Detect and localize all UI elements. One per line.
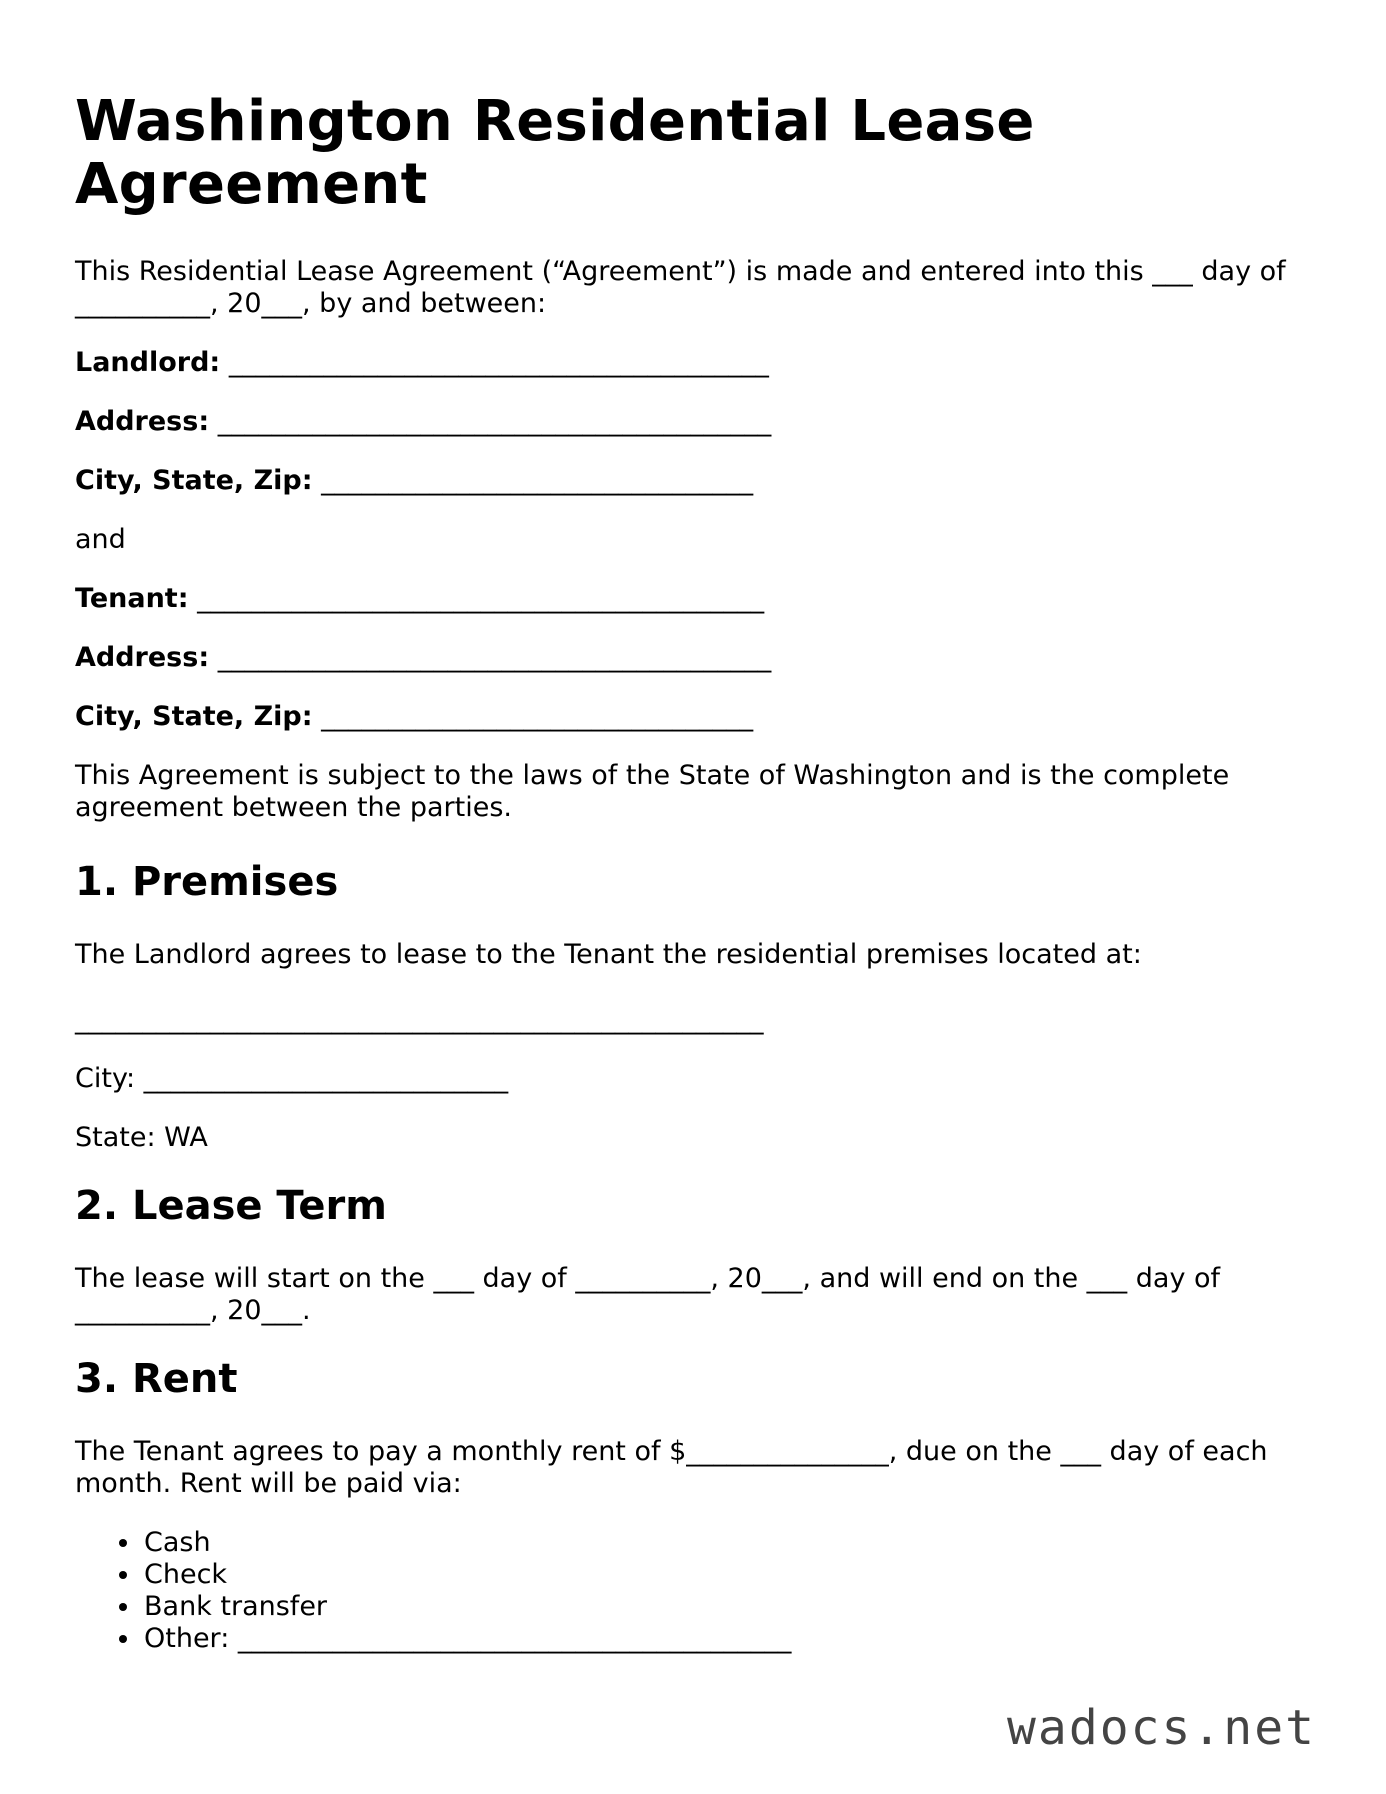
- rent-text: The Tenant agrees to pay a monthly rent of $_______________, due on the ___ day of each month. Rent will be paid via:: [75, 1436, 1268, 1499]
- tenant-csz-label: City, State, Zip:: [75, 701, 313, 732]
- watermark: wadocs.net: [1007, 1700, 1316, 1756]
- other-blank[interactable]: _________________________________________: [237, 1623, 792, 1654]
- tenant-csz-blank[interactable]: ________________________________: [321, 701, 754, 732]
- tenant-address-blank[interactable]: _________________________________________: [217, 642, 772, 673]
- and-text: and: [75, 524, 126, 555]
- document-page: [75, 90, 1315, 1655]
- document-title: Washington Residential Lease Agreement: [75, 89, 1035, 217]
- landlord-label: Landlord:: [75, 347, 221, 378]
- premises-city-field: [75, 1063, 1315, 1095]
- premises-address-blank[interactable]: ___________________________________________________: [75, 1004, 764, 1035]
- landlord-name-field: [75, 347, 1315, 379]
- governing-law-paragraph: This Agreement is subject to the laws of the State of Washington and is the complete agreement between the parties.: [75, 760, 1230, 823]
- other-label: Other:: [144, 1623, 230, 1654]
- tenant-blank[interactable]: __________________________________________: [197, 583, 765, 614]
- landlord-address-blank[interactable]: _________________________________________: [217, 406, 772, 437]
- intro-paragraph: This Residential Lease Agreement (“Agreement”) is made and entered into this ___ day of __________, 20___, by and between:: [75, 256, 1286, 319]
- premises-city-blank[interactable]: ___________________________: [143, 1063, 509, 1094]
- payment-method-item: • Cash: [142, 1527, 1315, 1559]
- section-lease-term-heading: 2. Lease Term: [75, 1183, 387, 1229]
- section-rent-heading: 3. Rent: [75, 1356, 238, 1402]
- tenant-address-field: [75, 642, 1315, 674]
- payment-methods-list: [75, 1527, 1315, 1655]
- landlord-blank[interactable]: ________________________________________: [228, 347, 769, 378]
- premises-city-label: City:: [75, 1063, 136, 1094]
- tenant-name-field: [75, 583, 1315, 615]
- payment-method-other: [142, 1623, 1315, 1655]
- tenant-label: Tenant:: [75, 583, 189, 614]
- lease-term-text: The lease will start on the ___ day of __________, 20___, and will end on the ___ day of __________, 20___.: [75, 1263, 1221, 1326]
- payment-method-item: • Check: [142, 1559, 1315, 1591]
- section-premises-heading: 1. Premises: [75, 859, 339, 905]
- premises-text: The Landlord agrees to lease to the Tenant the residential premises located at:: [75, 939, 1142, 970]
- premises-state: State: WA: [75, 1122, 208, 1153]
- tenant-csz-field: [75, 701, 1315, 733]
- landlord-address-label: Address:: [75, 406, 210, 437]
- payment-method-item: • Bank transfer: [142, 1591, 1315, 1623]
- landlord-csz-label: City, State, Zip:: [75, 465, 313, 496]
- tenant-address-label: Address:: [75, 642, 210, 673]
- landlord-csz-blank[interactable]: ________________________________: [321, 465, 754, 496]
- landlord-address-field: [75, 406, 1315, 438]
- landlord-csz-field: [75, 465, 1315, 497]
